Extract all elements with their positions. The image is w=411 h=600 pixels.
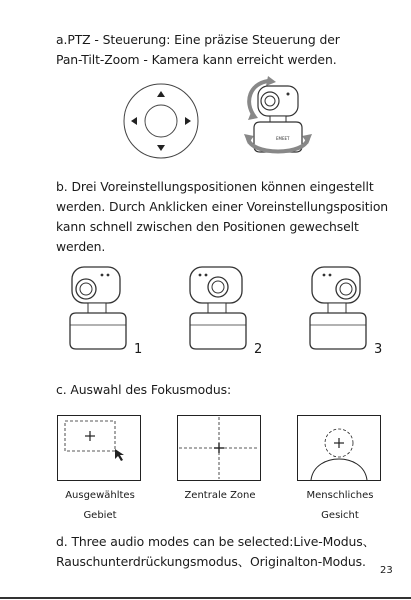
human-face-focus-icon <box>297 415 381 481</box>
section-d-line-1: d. Three audio modes can be selected:Live-Modus、 <box>56 534 375 549</box>
page-number: 23 <box>380 565 393 576</box>
focus-mode-3-label-line-2: Gesicht <box>321 510 359 521</box>
focus-mode-1-label-line-2: Gebiet <box>83 510 117 521</box>
camera-brand-logo: EMEET <box>276 136 290 141</box>
preset-number-2: 2 <box>254 342 263 357</box>
ptz-rotation-camera-icon <box>240 76 316 162</box>
preset-number-3: 3 <box>374 342 383 357</box>
section-b-line-3: kann schnell zwischen den Positionen gewechselt <box>56 219 359 234</box>
preset-camera-1-icon <box>62 263 132 353</box>
selected-area-focus-icon <box>57 415 141 481</box>
central-zone-focus-icon <box>177 415 261 481</box>
preset-camera-3-icon <box>302 263 372 353</box>
bottom-rule <box>0 597 411 599</box>
preset-camera-2-icon <box>182 263 252 353</box>
section-b-line-2: werden. Durch Anklicken einer Voreinstellungsposition <box>56 199 389 214</box>
preset-number-1: 1 <box>134 342 143 357</box>
focus-mode-1-label-line-1: Ausgewähltes <box>65 490 135 501</box>
section-b-line-4: werden. <box>56 239 106 254</box>
section-c-heading: c. Auswahl des Fokusmodus: <box>56 382 232 397</box>
section-d-line-2: Rauschunterdrückungsmodus、Originalton-Modus. <box>56 554 366 569</box>
direction-pad-icon <box>122 82 200 160</box>
focus-mode-2-label: Zentrale Zone <box>184 490 256 501</box>
section-a-line-2: Pan-Tilt-Zoom - Kamera kann erreicht werden. <box>56 52 337 67</box>
section-a-line-1: a.PTZ - Steuerung: Eine präzise Steuerung der <box>56 32 340 47</box>
section-b-line-1: b. Drei Voreinstellungspositionen können eingestellt <box>56 179 374 194</box>
focus-mode-3-label-line-1: Menschliches <box>306 490 374 501</box>
